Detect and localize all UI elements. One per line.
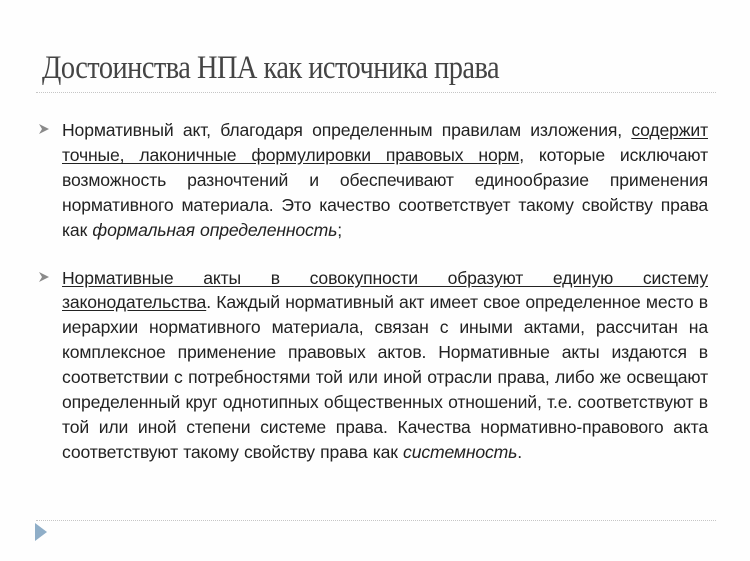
title-divider xyxy=(36,92,716,93)
arrow-bullet-icon xyxy=(38,122,50,136)
triangle-right-icon xyxy=(35,523,47,541)
italic-term: формальная определенность xyxy=(92,219,338,240)
text-segment: , которые исключают возможность разночтений и обеспечивают единообразие применения нормативного материала. Это качество соответствует такому свойству права как xyxy=(62,144,708,240)
text-segment: ; xyxy=(337,219,343,240)
bullet-item-2 xyxy=(36,266,708,465)
italic-term: системность xyxy=(403,441,518,462)
text-segment: . xyxy=(517,441,523,462)
arrow-bullet-icon xyxy=(38,270,50,284)
bullet-text xyxy=(62,118,708,243)
text-segment: Нормативный акт, благодаря определенным правилам изложения, xyxy=(62,120,632,140)
underlined-phrase: содержит точные, лаконичные формулировки правовых норм xyxy=(62,120,708,165)
slide-title: Достоинства НПА как источника права xyxy=(42,50,500,86)
bullet-text xyxy=(62,266,708,465)
text-segment: . Каждый нормативный акт имеет свое определенное место в иерархии нормативного материала, связан с иными актами, рассчитан на комплексное применение правовых актов. Нормативные акты издаются в соответствии с потребностями той или иной отрасли права, либо же освещают определенный круг однотипных общественных отношений, т.е. соответствуют в той или иной степени системе права. Качества нормативно-правового акта соответствуют такому свойству права как xyxy=(62,292,708,462)
bullet-item-1 xyxy=(36,118,708,243)
footer-divider xyxy=(36,520,716,521)
underlined-phrase: Нормативные акты в совокупности образуют единую систему законодательства xyxy=(62,267,708,313)
slide-body xyxy=(36,118,708,488)
